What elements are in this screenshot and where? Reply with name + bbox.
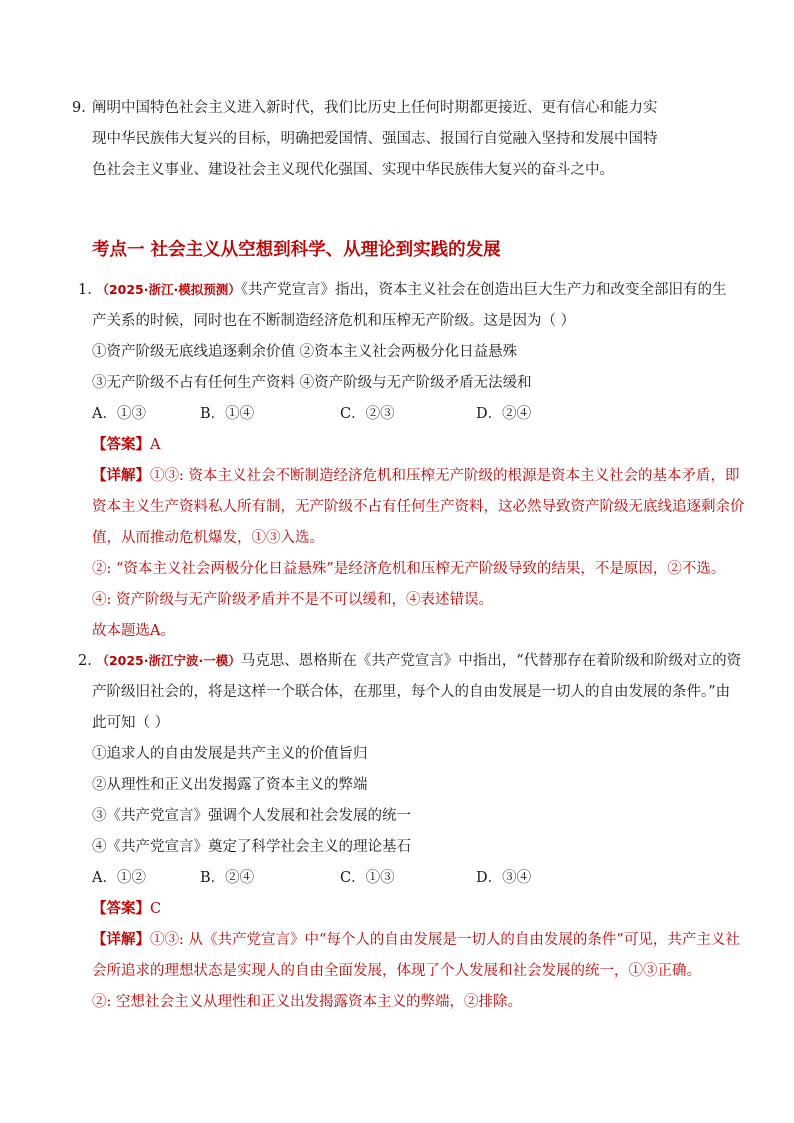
option-d: D．③④	[476, 870, 532, 886]
detail-line: ②: 空想社会主义从理性和正义出发揭露资本主义的弊端，②排除。	[92, 994, 522, 1010]
question-source: （2025·浙江·模拟预测）	[96, 282, 241, 297]
statement-line: ②从理性和正义出发揭露了资本主义的弊端	[92, 777, 368, 793]
answer-line	[78, 894, 728, 925]
answer-tag: 【答案】	[92, 901, 150, 917]
question-stem: 1. （2025·浙江·模拟预测）《共产党宣言》指出，资本主义社会在创造出巨大生产力和改变全部旧有的生	[78, 282, 727, 298]
detail-tag: 【详解】	[92, 468, 150, 484]
detail-tag: 【详解】	[92, 932, 150, 948]
section-title: 考点一 社会主义从空想到科学、从理论到实践的发展	[92, 240, 501, 260]
statement-line: ①追求人的自由发展是共产主义的价值旨归	[92, 746, 368, 762]
option-a: A．①③	[92, 406, 146, 422]
question-stem: 产关系的时候，同时也在不断制造经济危机和压榨无产阶级。这是因为（ ）	[92, 313, 576, 329]
conclusion-line: 故本题选A。	[92, 623, 175, 639]
answer-tag: 【答案】	[92, 437, 150, 453]
intro-line: 9. 阐明中国特色社会主义进入新时代，我们比历史上任何时期都更接近、更有信心和能力实	[72, 93, 732, 124]
intro-paragraph	[72, 93, 732, 186]
detail-line: 【详解】①③: 资本主义社会不断制造经济危机和压榨无产阶级的根源是资本主义社会的基本矛盾，即	[92, 468, 740, 484]
question-stem: 2. （2025·浙江宁波·一模）马克思、恩格斯在《共产党宣言》中指出，“代替那存在着阶级和阶级对立的资	[78, 653, 742, 669]
options-row	[78, 399, 728, 430]
question-number: 1.	[78, 282, 92, 298]
intro-line: 现中华民族伟大复兴的目标，明确把爱国情、强国志、报国行自觉融入坚持和发展中国特	[92, 131, 658, 147]
question-stem: 此可知（ ）	[92, 715, 170, 731]
option-b: B．①④	[200, 406, 255, 422]
statement-line: ④《共产党宣言》奠定了科学社会主义的理论基石	[92, 839, 411, 855]
answer-value: A	[150, 437, 161, 453]
question-source: （2025·浙江宁波·一模）	[96, 653, 241, 668]
option-c: C．①③	[340, 870, 395, 886]
option-d: D．②④	[476, 406, 532, 422]
detail-line: 会所追求的理想状态是实现人的自由全面发展，体现了个人发展和社会发展的统一，①③正确。	[92, 963, 701, 979]
detail-line: 资本主义生产资料私人所有制，无产阶级不占有任何生产资料，这必然导致资产阶级无底线追逐剩余价	[92, 499, 745, 515]
answer-value: C	[150, 901, 162, 917]
item-number: 9.	[72, 100, 86, 116]
question-2	[78, 645, 742, 1018]
detail-line: 值，从而推动危机爆发，①③入选。	[92, 530, 324, 546]
option-b: B．②④	[200, 870, 255, 886]
detail-line: 【详解】①③: 从《共产党宣言》中“每个人的自由发展是一切人的自由发展的条件”可见，共产主义社	[92, 932, 740, 948]
intro-line: 色社会主义事业、建设社会主义现代化强国、实现中华民族伟大复兴的奋斗之中。	[92, 162, 614, 178]
statement-line: ③《共产党宣言》强调个人发展和社会发展的统一	[92, 808, 411, 824]
question-number: 2.	[78, 653, 92, 669]
option-c: C．②③	[340, 406, 395, 422]
option-a: A．①②	[92, 870, 146, 886]
question-1	[78, 274, 745, 647]
statement-line: ③无产阶级不占有任何生产资料 ④资产阶级与无产阶级矛盾无法缓和	[92, 375, 532, 391]
question-stem: 产阶级旧社会的，将是这样一个联合体，在那里，每个人的自由发展是一切人的自由发展的条件。”由	[92, 684, 731, 700]
detail-line: ②: “资本主义社会两极分化日益悬殊”是经济危机和压榨无产阶级导致的结果，不是原因，②不选。	[92, 561, 726, 577]
detail-line: ④: 资产阶级与无产阶级矛盾并不是不可以缓和，④表述错误。	[92, 592, 493, 608]
options-row	[78, 863, 728, 894]
statement-line: ①资产阶级无底线追逐剩余价值 ②资本主义社会两极分化日益悬殊	[92, 344, 518, 360]
answer-line	[78, 430, 728, 461]
